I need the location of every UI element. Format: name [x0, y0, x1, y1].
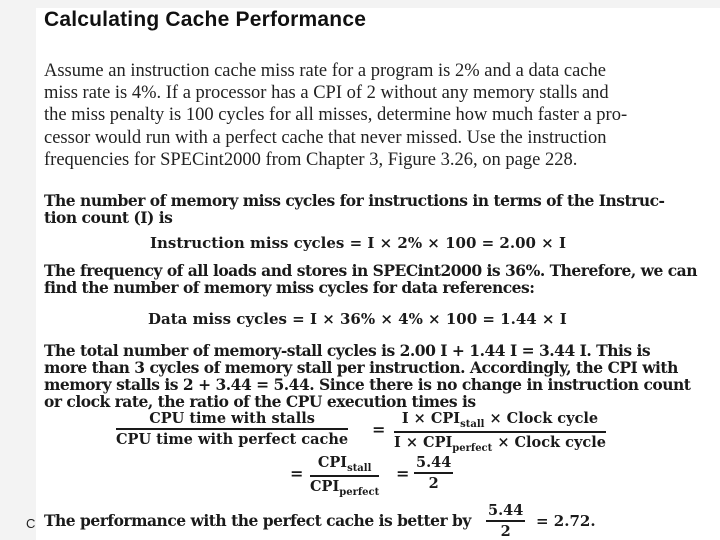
fraction-numerator: $I \times CPI_{stall}$ × Clock cycle	[401, 410, 599, 430]
data-miss-equation: Data miss cycles = I × 36% × 4% × 100 = 1.44 × I	[148, 310, 567, 328]
solution-line: The total number of memory-stall cycles is 2.00 I + 1.44 I = 3.44 I. This is	[44, 341, 651, 360]
value-fraction	[414, 454, 453, 492]
cpi-clock-fraction	[394, 410, 606, 454]
equals-sign: =	[290, 464, 304, 483]
fraction-numerator: 5.44	[416, 454, 452, 471]
solution-paragraph-2	[44, 262, 712, 296]
fraction-denominator: 2	[500, 523, 511, 540]
solution-line: tion count (I) is	[44, 208, 173, 227]
solution-line: more than 3 cycles of memory stall per instruction. Accordingly, the CPI with	[44, 358, 678, 377]
slide-title: Calculating Cache Performance	[44, 8, 367, 31]
equals-sign: =	[396, 464, 410, 483]
fraction-numerator: $CPI_{stall}$	[317, 454, 372, 474]
problem-line: frequencies for SPECint2000 from Chapter 3, Figure 3.26, on page 228.	[44, 149, 578, 170]
fraction-numerator: 5.44	[488, 502, 524, 519]
solution-line: The frequency of all loads and stores in SPECint2000 is 36%. Therefore, we can	[44, 261, 697, 280]
problem-statement	[44, 60, 712, 171]
slide-footer-fragment: C	[26, 516, 36, 531]
problem-line: the miss penalty is 100 cycles for all misses, determine how much faster a pro-	[44, 105, 628, 126]
fraction-denominator: CPU time with perfect cache	[116, 431, 349, 448]
left-margin-strip	[0, 0, 36, 540]
solution-paragraph-1	[44, 192, 712, 226]
solution-line: The number of memory miss cycles for instructions in terms of the Instruc-	[44, 191, 665, 210]
top-margin-strip	[36, 0, 720, 8]
fraction-denominator: $CPI_{perfect}$	[310, 477, 380, 498]
solution-paragraph-3	[44, 342, 712, 410]
fraction-denominator: 2	[428, 475, 439, 492]
fraction-denominator: $I \times CPI_{perfect}$ × Clock cycle	[394, 433, 606, 454]
cpi-ratio-fraction	[310, 454, 379, 498]
conclusion-text: The performance with the perfect cache is better by	[44, 511, 471, 530]
solution-line: or clock rate, the ratio of the CPU execution times is	[44, 392, 476, 411]
problem-line: miss rate is 4%. If a processor has a CPI of 2 without any memory stalls and	[44, 83, 609, 104]
solution-line: memory stalls is 2 + 3.44 = 5.44. Since there is no change in instruction count	[44, 375, 691, 394]
instruction-miss-equation: Instruction miss cycles = I × 2% × 100 = 2.00 × I	[150, 234, 566, 252]
cpu-time-ratio-fraction	[116, 410, 348, 448]
solution-line: find the number of memory miss cycles for data references:	[44, 278, 535, 297]
conclusion-result: = 2.72.	[536, 512, 596, 530]
conclusion-fraction	[486, 502, 525, 540]
problem-line: Assume an instruction cache miss rate for a program is 2% and a data cache	[44, 61, 606, 81]
equals-sign: =	[372, 420, 386, 439]
problem-line: cessor would run with a perfect cache that never missed. Use the instruction	[44, 127, 607, 148]
fraction-numerator: CPU time with stalls	[149, 410, 315, 427]
